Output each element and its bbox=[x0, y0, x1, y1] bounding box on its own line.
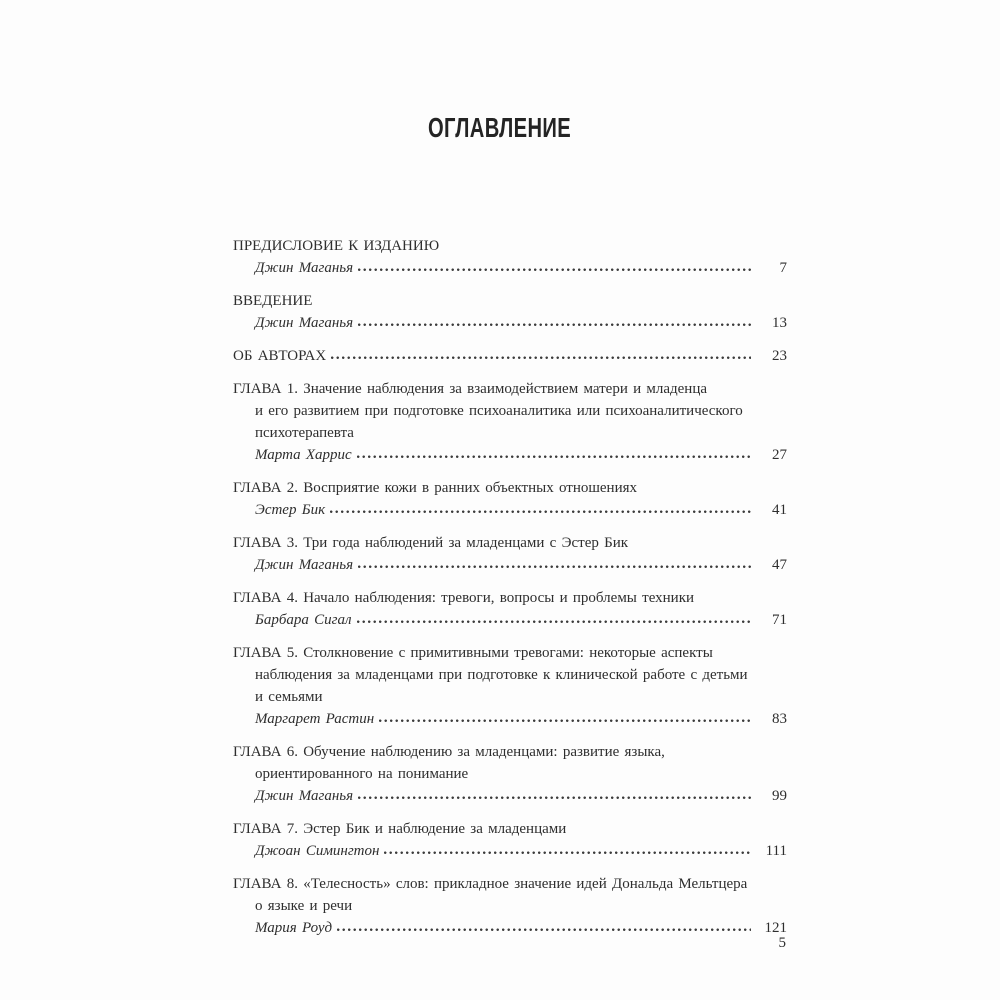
toc-entry bbox=[233, 741, 787, 807]
toc-entry-page-number: 7 bbox=[779, 260, 787, 276]
toc-entry-author: Джоан Симингтон bbox=[255, 843, 380, 859]
toc-entry-title-line: психотерапевта bbox=[255, 425, 354, 441]
toc-entry-title-line: ГЛАВА 4. Начало наблюдения: тревоги, вопросы и проблемы техники bbox=[233, 590, 695, 606]
toc-entry-title-line: и его развитием при подготовке психоаналитика или психоаналитического bbox=[255, 403, 743, 419]
toc-entry-page-number: 23 bbox=[772, 348, 787, 364]
toc-entry-title-line: ГЛАВА 7. Эстер Бик и наблюдение за младенцами bbox=[233, 821, 567, 837]
toc-entry bbox=[233, 532, 787, 576]
toc-entry-title-line: ГЛАВА 2. Восприятие кожи в ранних объектных отношениях bbox=[233, 480, 638, 496]
toc-entry-title-line: ГЛАВА 1. Значение наблюдения за взаимодействием матери и младенца bbox=[233, 381, 708, 397]
toc-entry-page-number: 99 bbox=[772, 788, 787, 804]
toc-entry bbox=[233, 290, 787, 334]
toc-entry-author: Мария Роуд bbox=[255, 920, 333, 936]
toc-entry-title-line bbox=[233, 345, 787, 367]
toc-entry-author: Марта Харрис bbox=[255, 447, 352, 463]
toc-entry-title-line: ГЛАВА 3. Три года наблюдений за младенцами с Эстер Бик bbox=[233, 535, 629, 551]
toc-entry-page-number: 71 bbox=[772, 612, 787, 628]
toc-list bbox=[233, 235, 787, 950]
toc-entry-title-line: ПРЕДИСЛОВИЕ К ИЗДАНИЮ bbox=[233, 238, 440, 254]
toc-entry-title-text: ОБ АВТОРАХ bbox=[233, 348, 327, 364]
toc-entry-title-line: и семьями bbox=[255, 689, 323, 705]
toc-entry bbox=[233, 378, 787, 466]
dot-leader bbox=[357, 267, 751, 272]
page-title: ОГЛАВЛЕНИЕ bbox=[427, 112, 572, 143]
toc-entry bbox=[233, 818, 787, 862]
toc-entry-page-number: 83 bbox=[772, 711, 787, 727]
dot-leader bbox=[383, 850, 751, 855]
page-number-folio: 5 bbox=[778, 935, 786, 951]
toc-entry-title-line: о языке и речи bbox=[255, 898, 353, 914]
toc-entry-page-number: 41 bbox=[772, 502, 787, 518]
toc-entry-author: Джин Маганья bbox=[255, 260, 354, 276]
toc-entry-author-line bbox=[233, 554, 787, 576]
toc-entry-page-number: 27 bbox=[772, 447, 787, 463]
toc-entry bbox=[233, 477, 787, 521]
toc-entry-author-line bbox=[233, 840, 787, 862]
toc-entry bbox=[233, 345, 787, 367]
toc-entry-page-number: 47 bbox=[772, 557, 787, 573]
toc-entry-page-number: 13 bbox=[772, 315, 787, 331]
toc-entry-author-line bbox=[233, 609, 787, 631]
toc-entry-author-line bbox=[233, 708, 787, 730]
toc-entry bbox=[233, 642, 787, 730]
toc-entry-author-line bbox=[233, 499, 787, 521]
toc-entry-title-line: ГЛАВА 6. Обучение наблюдению за младенцами: развитие языка, bbox=[233, 744, 665, 760]
toc-entry-page-number: 121 bbox=[764, 920, 787, 936]
toc-entry-author: Эстер Бик bbox=[255, 502, 326, 518]
dot-leader bbox=[378, 718, 751, 723]
dot-leader bbox=[357, 564, 751, 569]
toc-entry-page-number: 111 bbox=[765, 843, 787, 859]
toc-entry bbox=[233, 235, 787, 279]
dot-leader bbox=[329, 509, 751, 514]
toc-entry-title-line: ориентированного на понимание bbox=[255, 766, 469, 782]
dot-leader bbox=[356, 619, 751, 624]
toc-entry-author: Джин Маганья bbox=[255, 557, 354, 573]
toc-entry-author: Джин Маганья bbox=[255, 788, 354, 804]
dot-leader bbox=[356, 454, 751, 459]
dot-leader bbox=[357, 795, 751, 800]
dot-leader bbox=[357, 322, 751, 327]
toc-entry-author-line bbox=[233, 785, 787, 807]
toc-entry-author-line bbox=[233, 444, 787, 466]
toc-entry bbox=[233, 873, 787, 939]
toc-entry-author-line bbox=[233, 312, 787, 334]
toc-entry-title-line: ГЛАВА 5. Столкновение с примитивными тревогами: некоторые аспекты bbox=[233, 645, 713, 661]
toc-entry-author: Маргарет Растин bbox=[255, 711, 375, 727]
toc-entry bbox=[233, 587, 787, 631]
toc-entry-title-line: ГЛАВА 8. «Телесность» слов: прикладное значение идей Дональда Мельтцера bbox=[233, 876, 748, 892]
toc-entry-author-line bbox=[233, 257, 787, 279]
toc-entry-title-line: ВВЕДЕНИЕ bbox=[233, 293, 313, 309]
toc-entry-author: Барбара Сигал bbox=[255, 612, 352, 628]
dot-leader bbox=[330, 355, 751, 360]
toc-entry-author: Джин Маганья bbox=[255, 315, 354, 331]
toc-entry-title-line: наблюдения за младенцами при подготовке к клинической работе с детьми bbox=[255, 667, 748, 683]
